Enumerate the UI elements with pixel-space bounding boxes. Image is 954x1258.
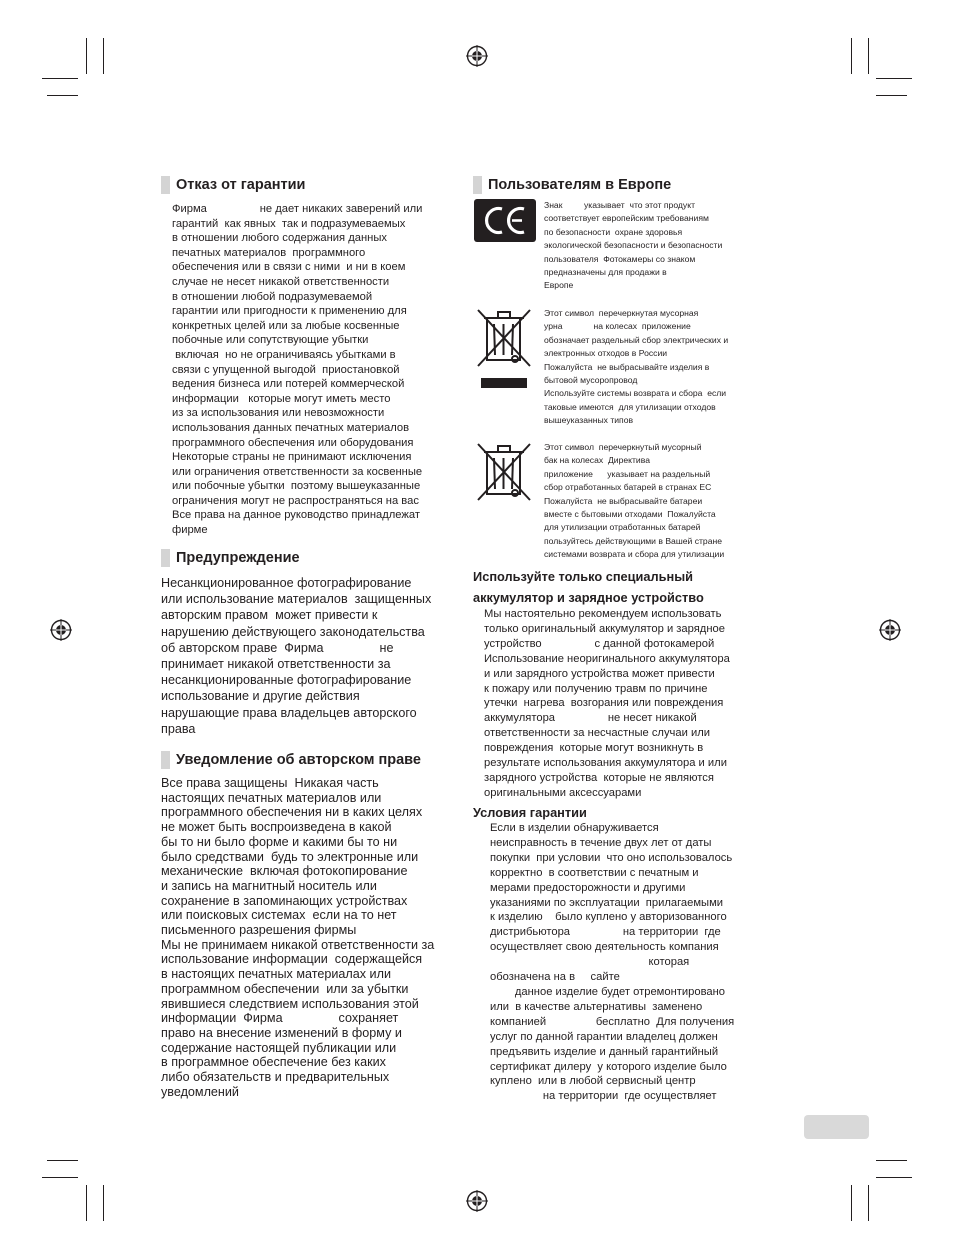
text-line: в настоящих печатных материалах или	[161, 967, 391, 982]
registration-mark-icon	[466, 1190, 488, 1212]
text-line: бы то ни было форме и какими бы то ни	[161, 834, 398, 849]
text-line: зарядного устройства которые не являются	[484, 771, 714, 784]
text-line: электронных отходов в России	[544, 348, 668, 359]
crop-mark	[876, 1160, 907, 1161]
crop-mark	[876, 78, 912, 79]
text-line: и или зарядного устройства может привести	[484, 667, 715, 680]
text-line: включая но не ограничиваясь убытками в	[172, 348, 396, 361]
text-line: Использование неоригинального аккумулятора	[484, 652, 730, 665]
ce-text	[544, 199, 722, 293]
text-line: приложение указывает на раздельный	[544, 468, 711, 479]
crop-mark	[103, 1185, 104, 1221]
text-line: или побочные убытки поэтому вышеуказанные	[172, 480, 421, 493]
text-line: результате использования аккумулятора и или	[484, 757, 727, 770]
text-line: в отношении любого содержания данных	[172, 232, 387, 245]
battery-notice-heading	[473, 566, 704, 608]
text-line: обозначает раздельный сбор электрических и	[544, 334, 729, 345]
text-line: повреждения которые могут возникнуть в	[484, 742, 704, 755]
text-line: содержание настоящей публикации или	[161, 1040, 397, 1055]
registration-mark-icon	[466, 45, 488, 67]
text-line: бак на колесах Директива	[544, 455, 650, 466]
disclaimer-title: Отказ от гарантии	[176, 177, 306, 193]
text-line: Пожалуйста не выбрасывайте батареи	[544, 495, 703, 506]
crop-mark	[86, 38, 87, 74]
text-line: системами возврата и сбора для утилизации	[544, 549, 725, 560]
text-line: Несанкционированное фотографирование	[161, 576, 412, 590]
text-line: информации которые могут иметь место	[172, 392, 391, 405]
text-line: и запись на магнитный носитель или	[161, 878, 377, 893]
text-line: использование и другие действия	[161, 689, 360, 704]
text-line: фирме	[172, 524, 208, 537]
text-line: неисправность в течение двух лет от даты	[490, 836, 712, 849]
crop-mark	[47, 95, 78, 96]
text-line: для утилизации отработанных батарей	[544, 522, 701, 533]
text-line: в программное обеспечение без каких	[161, 1055, 386, 1070]
text-line: в отношении любой подразумеваемой	[172, 290, 373, 303]
europe-heading	[473, 176, 671, 194]
text-line: сбор отработанных батарей в странах ЕС	[544, 482, 712, 493]
text-line: таковые имеются для утилизации отходов	[544, 401, 716, 412]
text-line: вместе с бытовыми отходами Пожалуйста	[544, 509, 716, 520]
text-line: устройство с данной фотокамерой	[484, 637, 715, 650]
warning-title: Предупреждение	[176, 550, 300, 566]
heading-bar	[161, 549, 170, 567]
battery-notice-heading-line: Используйте только специальный	[473, 569, 694, 584]
disclaimer-heading	[161, 176, 305, 194]
crop-mark	[851, 1185, 852, 1221]
crossed-bin-weee-icon	[474, 306, 534, 392]
crop-mark	[851, 38, 852, 74]
text-line: обозначена на в сайте	[490, 971, 620, 984]
text-line: случае не несет никакой ответственности	[172, 275, 390, 288]
copyright-title: Уведомление об авторском праве	[176, 752, 421, 768]
text-line: Фирма не дает никаких заверений или	[172, 203, 423, 215]
text-line: сохранение в запоминающих устройствах	[161, 893, 408, 908]
text-line: Все права на данное руководство принадлежат	[172, 509, 420, 522]
text-line: программном обеспечении или за убытки	[161, 981, 409, 996]
copyright-heading	[161, 751, 421, 769]
text-line: авторским правом может привести к	[161, 608, 378, 623]
text-line: оригинальными аксессуарами	[484, 786, 642, 799]
text-line: или поисковых системах если на то нет	[161, 908, 397, 923]
text-line: конкретных целей или за любые косвенные	[172, 319, 400, 332]
text-line: письменного разрешения фирмы	[161, 923, 357, 938]
text-line: по безопасности охране здоровья	[544, 226, 683, 237]
text-line: настоящих печатных материалов или	[161, 790, 382, 805]
text-line: или ограничения ответственности за косвенные	[172, 465, 423, 478]
text-line: права	[161, 721, 196, 736]
text-line: было средствами будь то электронные или	[161, 849, 419, 864]
crop-mark	[876, 1177, 912, 1178]
text-line: которая	[490, 956, 690, 969]
text-line: бытовой мусоропровод	[544, 375, 638, 386]
text-line: Если в изделии обнаруживается	[490, 822, 659, 834]
text-line: печатных материалов программного	[172, 246, 366, 259]
text-line: Все права защищены Никакая часть	[161, 776, 379, 790]
warning-body	[161, 575, 431, 737]
text-line: Пожалуйста не выбрасывайте изделия в	[544, 361, 710, 372]
text-line: ведения бизнеса или потерей коммерческой	[172, 378, 405, 391]
ce-mark-icon	[474, 199, 536, 242]
text-line: обеспечения или в связи с ними и ни в коем	[172, 261, 406, 274]
registration-mark-icon	[879, 619, 901, 641]
heading-bar	[161, 751, 170, 769]
crop-mark	[47, 1160, 78, 1161]
crop-mark	[42, 1177, 78, 1178]
crop-mark	[86, 1185, 87, 1221]
battery-disposal-text	[544, 441, 724, 562]
text-line: Европе	[544, 280, 574, 291]
text-line: дистрибьютора на территории где	[490, 926, 721, 939]
text-line: аккумулятора не несет никакой	[484, 712, 697, 725]
text-line: из за использования или невозможности	[172, 407, 385, 420]
text-line: пользуйтесь действующими в Вашей стране	[544, 535, 723, 546]
text-line: осуществляет свою деятельность компания	[490, 941, 719, 954]
crop-mark	[868, 38, 869, 74]
crossed-bin-battery-icon	[474, 440, 534, 504]
text-line: экологической безопасности и безопасности	[544, 240, 723, 251]
weee-text	[544, 307, 728, 428]
text-line: сертификат дилеру у которого изделие было	[490, 1060, 727, 1073]
text-line: нарушающие права владельцев авторского	[161, 705, 417, 720]
text-line: Некоторые страны не принимают исключения	[172, 451, 412, 464]
text-line: Этот символ перечеркнутая мусорная	[544, 308, 699, 318]
text-line: побочные или сопутствующие убытки	[172, 334, 369, 347]
europe-title: Пользователям в Европе	[488, 177, 672, 193]
text-line: Используйте системы возврата и сбора если	[544, 388, 727, 399]
disclaimer-body	[172, 202, 422, 538]
text-line: компанией бесплатно Для получения	[490, 1015, 735, 1028]
text-line: программного обеспечения ни в каких целях	[161, 805, 423, 820]
crop-mark	[103, 38, 104, 74]
registration-mark-icon	[50, 619, 72, 641]
text-line: принимает никакой ответственности за	[161, 657, 391, 672]
text-line: к изделию было куплено у авторизованного	[490, 911, 727, 924]
crop-mark	[42, 78, 78, 79]
heading-bar	[161, 176, 170, 194]
text-line: на территории где осуществляет	[490, 1090, 717, 1103]
text-line: только оригинальный аккумулятор и зарядное	[484, 622, 725, 635]
warning-heading	[161, 549, 300, 567]
text-line: урна на колесах приложение	[544, 321, 691, 332]
text-line: предъявить изделие и данный гарантийный	[490, 1045, 719, 1058]
text-line: Этот символ перечеркнутый мусорный	[544, 442, 702, 452]
text-line: указаниями по эксплуатации прилагаемыми	[490, 896, 724, 909]
text-line: Мы не принимаем никакой ответственности за	[161, 937, 435, 952]
text-line: уведомлений	[161, 1084, 239, 1099]
text-line: пользователя Фотокамеры со знаком	[544, 253, 696, 264]
text-line: не может быть воспроизведена в какой	[161, 820, 392, 835]
text-line: ограничения могут не распространяться на вас	[172, 494, 419, 507]
battery-notice-heading-line: аккумулятор и зарядное устройство	[473, 590, 704, 605]
text-line: утечки нагрева возгорания или повреждения	[484, 697, 724, 710]
warranty-heading: Условия гарантии	[473, 805, 587, 820]
text-line: или в качестве альтернативы заменено	[490, 1000, 703, 1013]
text-line: связи с упущенной выгодой приостановкой	[172, 363, 400, 376]
text-line: данное изделие будет отремонтировано	[490, 985, 726, 998]
text-line: покупки при условии что оно использовалось	[490, 851, 733, 864]
heading-bar	[473, 176, 482, 194]
text-line: ответственности за несчастные случаи или	[484, 727, 710, 740]
text-line: программного обеспечения или оборудования	[172, 436, 414, 449]
text-line: механические включая фотокопирование	[161, 864, 408, 879]
text-line: предназначены для продажи в	[544, 267, 667, 278]
text-line: Мы настоятельно рекомендуем использовать	[484, 608, 722, 620]
text-line: явившиеся следствием использования этой	[161, 996, 419, 1011]
text-line: гарантии или пригодности к применению для	[172, 305, 407, 318]
text-line: к пожару или получению травм по причине	[484, 682, 708, 695]
text-line: несанкционированные фотографирование	[161, 673, 412, 688]
copyright-body	[161, 776, 434, 1099]
text-line: использование информации содержащейся	[161, 952, 423, 967]
text-line: вышеуказанных типов	[544, 415, 634, 426]
text-line: услуг по данной гарантии владелец должен	[490, 1030, 718, 1043]
text-line: использования данных печатных материалов	[172, 421, 410, 434]
text-line: мерами предосторожности и другими	[490, 881, 686, 894]
text-line: соответствует европейским требованиям	[544, 213, 709, 224]
crop-mark	[876, 95, 907, 96]
text-line: нарушению действующего законодательства	[161, 624, 425, 639]
page-number-tab	[804, 1115, 869, 1139]
text-line: либо обязательств и предварительных	[161, 1070, 390, 1085]
text-line: право на внесение изменений в форму и	[161, 1025, 402, 1040]
text-line: или использование материалов защищенных	[161, 592, 432, 607]
text-line: гарантий как явных так и подразумеваемых	[172, 217, 406, 230]
warranty-body	[490, 821, 734, 1104]
text-line: информации Фирма сохраняет	[161, 1011, 399, 1026]
text-line: куплено или в любой сервисный центр	[490, 1075, 696, 1088]
text-line: Знак указывает что этот продукт	[544, 200, 696, 210]
battery-notice-body	[484, 607, 730, 801]
crop-mark	[868, 1185, 869, 1221]
text-line: корректно в соответствии с печатным и	[490, 866, 699, 879]
text-line: об авторском праве Фирма не	[161, 640, 394, 655]
